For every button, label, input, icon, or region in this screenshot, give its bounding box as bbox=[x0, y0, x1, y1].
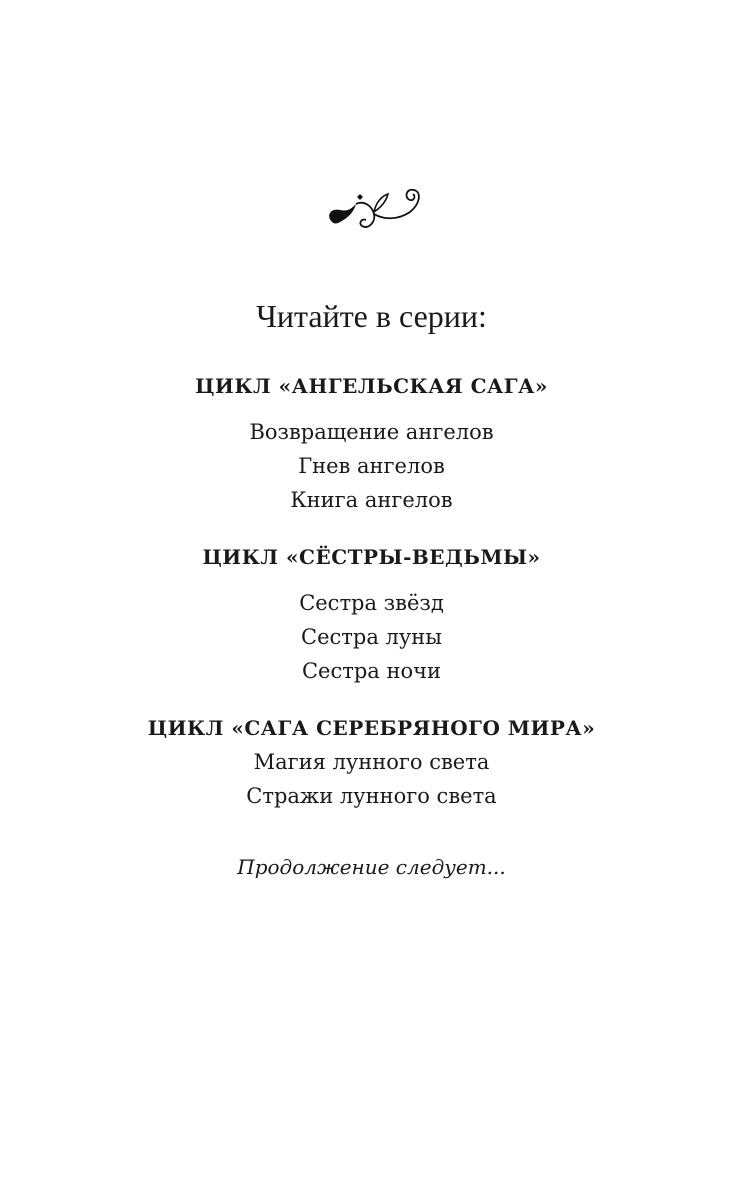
book-list bbox=[0, 586, 743, 688]
to-be-continued: Продолжение следует... bbox=[237, 855, 506, 879]
cycle-title: ЦИКЛ «СЁСТРЫ-ВЕДЬМЫ» bbox=[202, 545, 541, 569]
flourish-ornament-icon bbox=[318, 182, 438, 242]
book-title: Стражи лунного света bbox=[246, 784, 497, 808]
cycle-angel-saga bbox=[0, 371, 743, 517]
book-title: Гнев ангелов bbox=[298, 454, 445, 478]
book-title: Сестра звёзд bbox=[299, 591, 444, 615]
book-list bbox=[0, 745, 743, 813]
book-title: Сестра луны bbox=[301, 625, 442, 649]
book-title: Магия лунного света bbox=[253, 750, 490, 774]
cycle-witch-sisters bbox=[0, 542, 743, 688]
cycle-title: ЦИКЛ «АНГЕЛЬСКАЯ САГА» bbox=[195, 374, 548, 398]
cycle-title: ЦИКЛ «САГА СЕРЕБРЯНОГО МИРА» bbox=[147, 716, 596, 740]
book-title: Сестра ночи bbox=[301, 659, 442, 683]
book-list bbox=[0, 415, 743, 517]
cycle-silver-world-saga bbox=[0, 713, 743, 813]
book-title: Книга ангелов bbox=[290, 488, 453, 512]
series-heading: Читайте в серии: bbox=[256, 298, 487, 334]
book-title: Возвращение ангелов bbox=[249, 420, 494, 444]
